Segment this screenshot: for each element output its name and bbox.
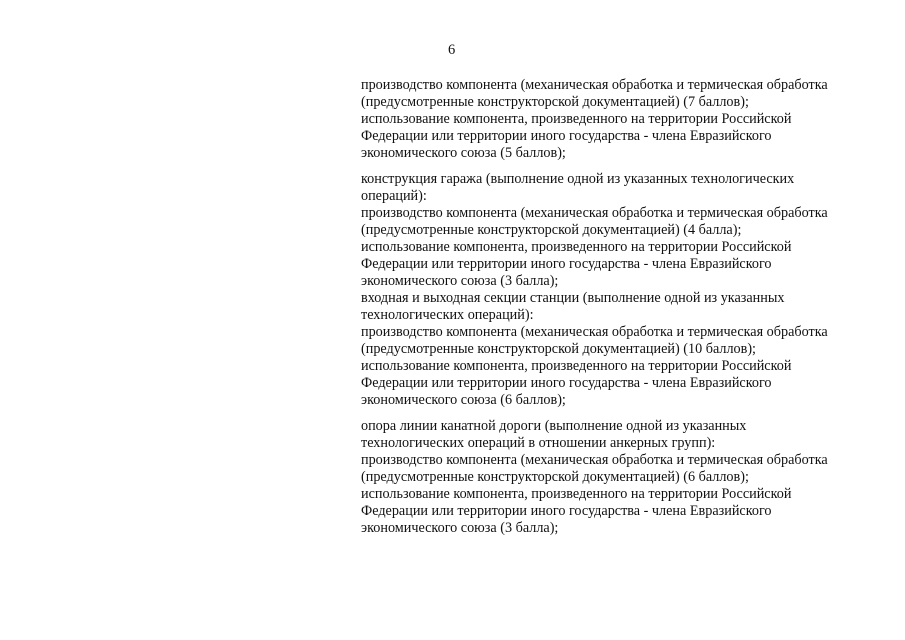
text-line: использование компонента, произведенного на территории Российской — [361, 111, 792, 127]
text-line: использование компонента, произведенного на территории Российской — [361, 239, 792, 255]
text-line: конструкция гаража (выполнение одной из указанных технологических — [361, 171, 795, 187]
text-line: (предусмотренные конструкторской документацией) (10 баллов); — [361, 341, 756, 357]
text-line: производство компонента (механическая обработка и термическая обработка — [361, 324, 828, 340]
text-line: Федерации или территории иного государства - члена Евразийского — [361, 503, 772, 519]
text-line: (предусмотренные конструкторской документацией) (4 балла); — [361, 222, 742, 238]
text-line: производство компонента (механическая обработка и термическая обработка — [361, 452, 828, 468]
text-line: Федерации или территории иного государства - члена Евразийского — [361, 128, 772, 144]
text-line: технологических операций): — [361, 307, 534, 323]
text-line: входная и выходная секции станции (выполнение одной из указанных — [361, 290, 785, 306]
text-line: (предусмотренные конструкторской документацией) (6 баллов); — [361, 469, 749, 485]
text-line: использование компонента, произведенного на территории Российской — [361, 358, 792, 374]
text-line: производство компонента (механическая обработка и термическая обработка — [361, 205, 828, 221]
document-body — [361, 77, 881, 537]
page-number: 6 — [448, 42, 456, 58]
text-line: Федерации или территории иного государства - члена Евразийского — [361, 375, 772, 391]
text-line: экономического союза (5 баллов); — [361, 145, 566, 161]
text-line: экономического союза (6 баллов); — [361, 392, 566, 408]
text-line: технологических операций в отношении анкерных групп): — [361, 435, 716, 451]
text-line: производство компонента (механическая обработка и термическая обработка — [361, 77, 828, 93]
text-line: опора линии канатной дороги (выполнение одной из указанных — [361, 418, 747, 434]
text-line: (предусмотренные конструкторской документацией) (7 баллов); — [361, 94, 749, 110]
text-line: Федерации или территории иного государства - члена Евразийского — [361, 256, 772, 272]
text-line: операций): — [361, 188, 427, 204]
text-line: экономического союза (3 балла); — [361, 520, 559, 536]
text-line: использование компонента, произведенного на территории Российской — [361, 486, 792, 502]
text-line: экономического союза (3 балла); — [361, 273, 559, 289]
